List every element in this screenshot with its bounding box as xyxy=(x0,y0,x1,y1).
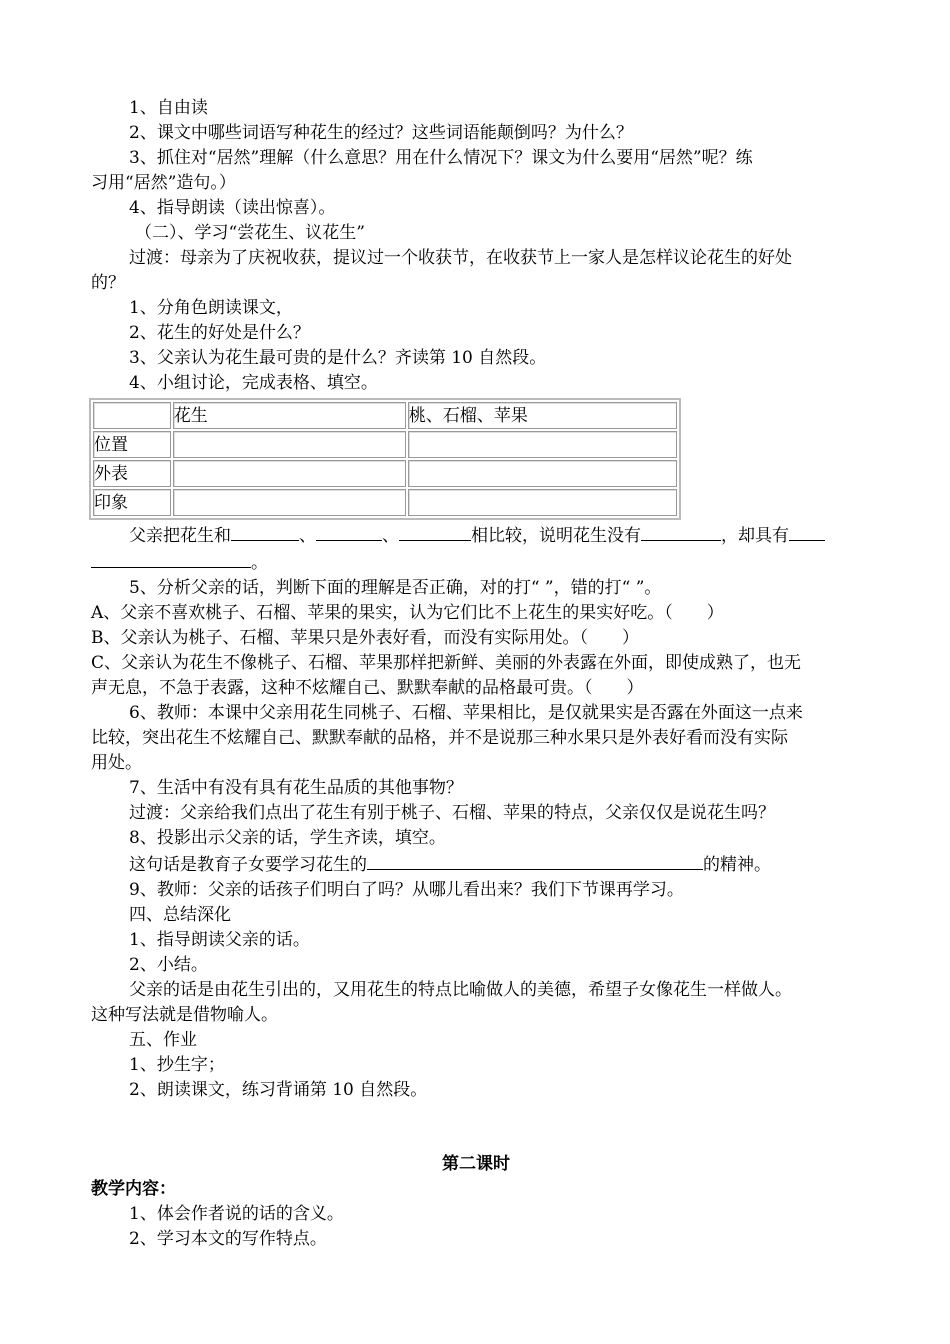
text-line: 3、抓住对“居然”理解（什么意思？用在什么情况下？课文为什么要用“居然”呢？练 xyxy=(129,148,753,168)
text-line: 用处。 xyxy=(91,753,142,773)
lesson-title: 第二课时 xyxy=(442,1154,510,1174)
table-row xyxy=(93,431,677,458)
table-header-cell: 花生 xyxy=(173,402,406,429)
fill-in-line xyxy=(91,549,861,576)
fill-text: 、 xyxy=(299,526,316,546)
section-heading: 四、总结深化 xyxy=(129,905,231,925)
row-label: 外表 xyxy=(93,460,171,487)
text-line: 9、教师：父亲的话孩子们明白了吗？从哪儿看出来？我们下节课再学习。 xyxy=(129,880,684,900)
text-line: 1、自由读 xyxy=(129,98,208,118)
row-label: 位置 xyxy=(93,431,171,458)
text-line: 4、小组讨论，完成表格、填空。 xyxy=(129,373,378,393)
table-cell xyxy=(408,460,677,487)
text-line: 过渡：父亲给我们点出了花生有别于桃子、石榴、苹果的特点，父亲仅仅是说花生吗？ xyxy=(129,803,775,823)
text-line: 声无息，不急于表露，这种不炫耀自己、默默奉献的品格最可贵。（ ） xyxy=(91,678,644,698)
table-header-cell xyxy=(93,402,171,429)
fill-text: 父亲把花生和 xyxy=(129,526,231,546)
section-heading: 五、作业 xyxy=(129,1030,197,1050)
text-line: 过渡：母亲为了庆祝收获，提议过一个收获节，在收获节上一家人是怎样议论花生的好处 xyxy=(129,248,792,268)
fill-text: 这句话是教育子女要学习花生的 xyxy=(129,855,367,875)
text-line: 1、指导朗读父亲的话。 xyxy=(129,930,310,950)
text-line: 7、生活中有没有具有花生品质的其他事物？ xyxy=(129,778,463,798)
table-cell xyxy=(408,489,677,516)
option-b: B、父亲认为桃子、石榴、苹果只是外表好看，而没有实际用处。（ ） xyxy=(91,628,639,648)
table-row xyxy=(93,489,677,516)
blank-5 xyxy=(789,522,825,541)
comparison-table xyxy=(89,398,681,520)
blank-5-continued xyxy=(91,549,251,568)
blank-2 xyxy=(316,522,382,541)
table-cell xyxy=(408,431,677,458)
blank-1 xyxy=(231,522,299,541)
blank-4 xyxy=(641,522,721,541)
text-line: 习用“居然”造句。） xyxy=(91,173,236,193)
blank-spirit xyxy=(367,851,703,870)
fill-text: 的精神。 xyxy=(703,855,771,875)
table-header-cell: 桃、石榴、苹果 xyxy=(408,402,677,429)
text-line: 父亲的话是由花生引出的，又用花生的特点比喻做人的美德，希望子女像花生一样做人。 xyxy=(129,980,792,1000)
fill-text: ，却具有 xyxy=(721,526,789,546)
text-line: 比较，突出花生不炫耀自己、默默奉献的品格，并不是说那三种水果只是外表好看而没有实际 xyxy=(91,728,788,748)
row-label: 印象 xyxy=(93,489,171,516)
fill-text: 。 xyxy=(251,553,268,573)
text-line: 2、朗读课文，练习背诵第 10 自然段。 xyxy=(129,1080,428,1100)
table-cell xyxy=(173,431,406,458)
fill-text: 、 xyxy=(382,526,399,546)
fill-text: 相比较，说明花生没有 xyxy=(471,526,641,546)
text-line: 4、指导朗读（读出惊喜）。 xyxy=(129,198,336,218)
text-line: 的？ xyxy=(91,273,125,293)
option-c: C、父亲认为花生不像桃子、石榴、苹果那样把新鲜、美丽的外表露在外面，即使成熟了，也无 xyxy=(91,653,802,673)
content-label: 教学内容： xyxy=(91,1179,176,1199)
text-line: 2、花生的好处是什么？ xyxy=(129,323,310,343)
list-item: 1、体会作者说的话的含义。 xyxy=(129,1204,344,1224)
text-line: 3、父亲认为花生最可贵的是什么？齐读第 10 自然段。 xyxy=(129,348,547,368)
text-line: 2、课文中哪些词语写种花生的经过？这些词语能颠倒吗？为什么？ xyxy=(129,123,633,143)
fill-in-line xyxy=(91,522,861,549)
table-row xyxy=(93,460,677,487)
document-page xyxy=(91,96,861,1252)
text-line: 6、教师：本课中父亲用花生同桃子、石榴、苹果相比，是仅就果实是否露在外面这一点来 xyxy=(129,703,803,723)
text-line: 这种写法就是借物喻人。 xyxy=(91,1005,278,1025)
list-item: 2、学习本文的写作特点。 xyxy=(129,1229,327,1249)
section-heading: （二）、学习“尝花生、议花生” xyxy=(135,223,365,243)
text-line: 2、小结。 xyxy=(129,955,208,975)
table-cell xyxy=(173,460,406,487)
table-header-row xyxy=(93,402,677,429)
fill-in-line xyxy=(91,851,861,878)
blank-3 xyxy=(399,522,471,541)
text-line: 1、抄生字； xyxy=(129,1055,225,1075)
text-line: 8、投影出示父亲的话，学生齐读，填空。 xyxy=(129,828,446,848)
table-cell xyxy=(173,489,406,516)
option-a: A、父亲不喜欢桃子、石榴、苹果的果实，认为它们比不上花生的果实好吃。（ ） xyxy=(91,603,724,623)
text-line: 5、分析父亲的话，判断下面的理解是否正确，对的打“ ”，错的打“ ”。 xyxy=(129,578,662,598)
text-line: 1、分角色朗读课文， xyxy=(129,298,293,318)
